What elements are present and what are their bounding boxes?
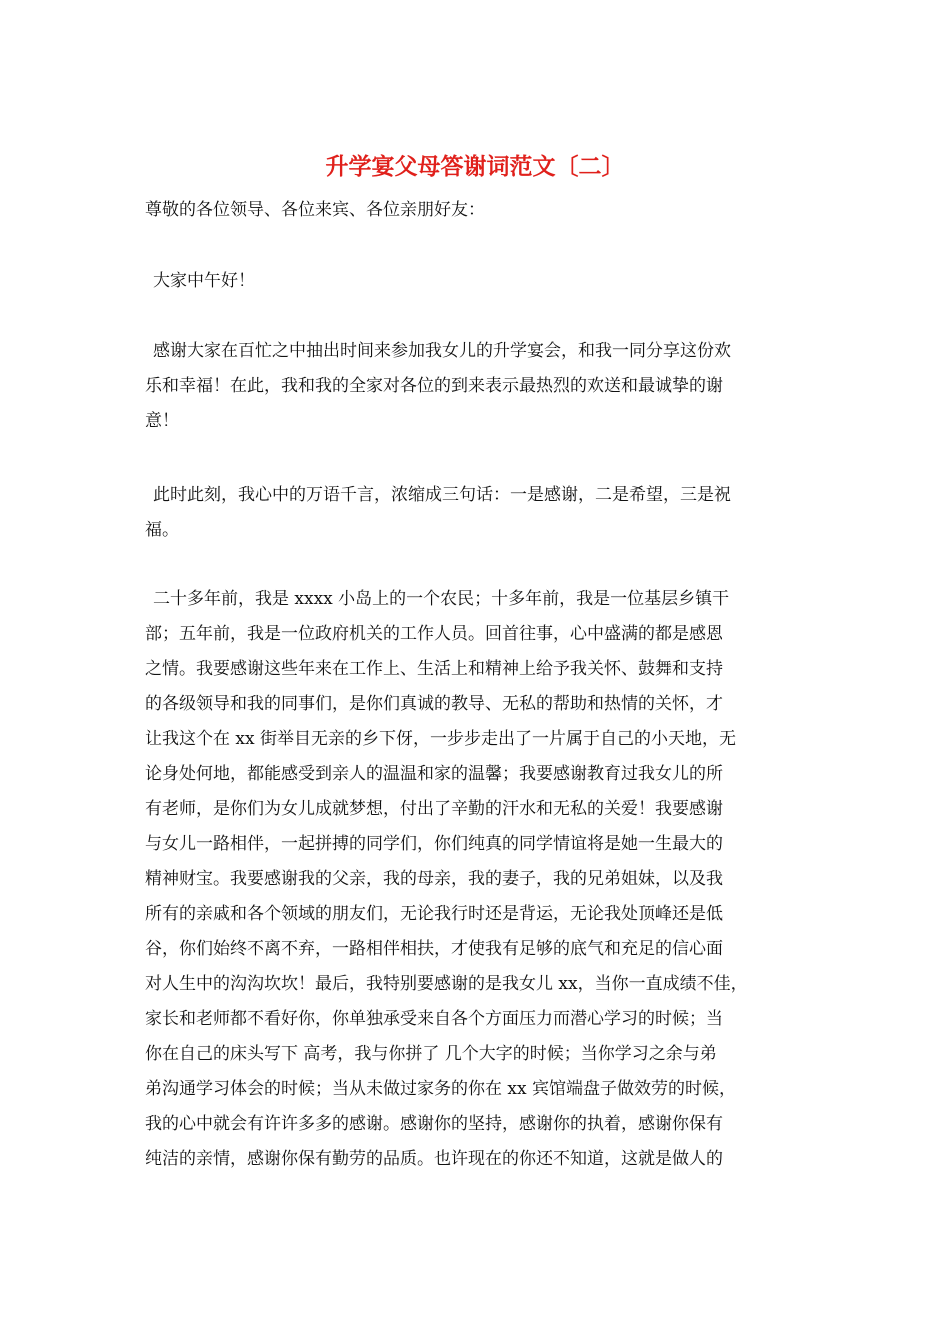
paragraph-line: 谷，你们始终不离不弃，一路相伴相扶，才使我有足够的底气和充足的信心面 [145, 939, 723, 959]
paragraph-line: 此时此刻，我心中的万语千言，浓缩成三句话：一是感谢，二是希望，三是祝 [153, 485, 731, 505]
paragraph-line: 感谢大家在百忙之中抽出时间来参加我女儿的升学宴会，和我一同分享这份欢 [153, 341, 731, 361]
paragraph-line: 之情。我要感谢这些年来在工作上、生活上和精神上给予我关怀、鼓舞和支持 [145, 659, 723, 679]
paragraph-line: 部；五年前，我是一位政府机关的工作人员。回首往事，心中盛满的都是感恩 [145, 624, 723, 644]
paragraph-line: 家长和老师都不看好你，你单独承受来自各个方面压力而潜心学习的时候；当 [145, 1009, 723, 1029]
paragraph-three-words [145, 478, 813, 548]
paragraph-line: 与女儿一路相伴，一起拼搏的同学们，你们纯真的同学情谊将是她一生最大的 [145, 834, 723, 854]
paragraph-line: 弟沟通学习体会的时候；当从未做过家务的你在 xx 宾馆端盘子做效劳的时候， [145, 1079, 736, 1099]
paragraph-gratitude [145, 582, 813, 1177]
paragraph-line: 二十多年前，我是 xxxx 小岛上的一个农民；十多年前，我是一位基层乡镇干 [153, 589, 730, 609]
paragraph-line: 你在自己的床头写下 高考，我与你拼了 几个大字的时候；当你学习之余与弟 [145, 1044, 717, 1064]
paragraph-line: 论身处何地，都能感受到亲人的温温和家的温馨；我要感谢教育过我女儿的所 [145, 764, 723, 784]
paragraph-line: 福。 [145, 520, 179, 540]
paragraph-line: 的各级领导和我的同事们，是你们真诚的教导、无私的帮助和热情的关怀，才 [145, 694, 723, 714]
paragraph-line: 所有的亲戚和各个领域的朋友们，无论我行时还是背运，无论我处顶峰还是低 [145, 904, 723, 924]
greeting-paragraph [145, 264, 813, 299]
greeting-line: 大家中午好！ [153, 271, 255, 291]
paragraph-line: 对人生中的沟沟坎坎！最后，我特别要感谢的是我女儿 xx，当你一直成绩不佳， [145, 974, 748, 994]
paragraph-line: 纯洁的亲情，感谢你保有勤劳的品质。也许现在的你还不知道，这就是做人的 [145, 1149, 723, 1169]
document-title: 升学宴父母答谢词范文〔二〕 [325, 153, 625, 180]
paragraph-line: 意！ [145, 411, 179, 431]
paragraph-thanks [145, 334, 813, 439]
paragraph-line: 乐和幸福！在此，我和我的全家对各位的到来表示最热烈的欢送和最诚挚的谢 [145, 376, 723, 396]
paragraph-line: 我的心中就会有许许多多的感谢。感谢你的坚持，感谢你的执着，感谢你保有 [145, 1114, 723, 1134]
paragraph-line: 有老师，是你们为女儿成就梦想，付出了辛勤的汗水和无私的关爱！我要感谢 [145, 799, 723, 819]
paragraph-line: 精神财宝。我要感谢我的父亲，我的母亲，我的妻子，我的兄弟姐妹，以及我 [145, 869, 723, 889]
paragraph-line: 让我这个在 xx 街举目无亲的乡下伢，一步步走出了一片属于自己的小天地，无 [145, 729, 736, 749]
salutation-line: 尊敬的各位领导、各位来宾、各位亲朋好友： [145, 200, 485, 220]
